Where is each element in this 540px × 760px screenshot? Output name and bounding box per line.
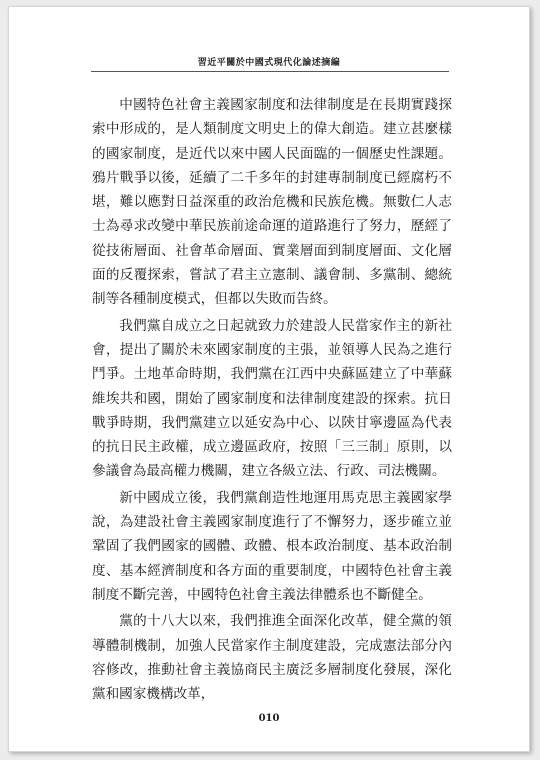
book-page [8,6,530,752]
paragraph: 我們黨自成立之日起就致力於建設人民當家作主的新社會，提出了關於未來國家制度的主張，並領導人民為之進行鬥爭。土地革命時期，我們黨在江西中央蘇區建立了中華蘇維埃共和國，開始了國家制度和法律制度建設的探索。抗日戰爭時期，我們黨建立以延安為中心、以陝甘寧邊區為代表的抗日民主政權，成立邊區政府，按照「三三制」原則，以參議會為最高權力機關，建立各級立法、行政、司法機關。 [92,317,452,480]
paragraph: 黨的十八大以來，我們推進全面深化改革，健全黨的領導體制機制，加強人民當家作主制度建設，完成憲法部分內容修改，推動社會主義協商民主廣泛多層制度化發展，深化黨和國家機構改革， [92,613,452,703]
body-text [92,93,452,708]
paragraph: 新中國成立後，我們黨創造性地運用馬克思主義國家學說，為建設社會主義國家制度進行了不懈努力，逐步確立並鞏固了我們國家的國體、政體、根本政治制度、基本政治制度、基本經濟制度和各方面的重要制度，中國特色社會主義制度不斷完善，中國特色社會主義法律體系也不斷健全。 [92,489,452,603]
header-rule [91,71,449,72]
running-title: 習近平關於中國式現代化論述摘編 [197,58,341,68]
page-number: 010 [258,713,280,724]
paragraph: 中國特色社會主義國家制度和法律制度是在長期實踐探索中形成的，是人類制度文明史上的偉大創造。建立甚麼樣的國家制度，是近代以來中國人民面臨的一個歷史性課題。鴉片戰爭以後，延續了二千多年的封建專制制度已經腐朽不堪，難以應對日益深重的政治危機和民族危機。無數仁人志士為尋求改變中華民族前途命運的道路進行了努力，歷經了從技術層面、社會革命層面、實業層面到制度層面、文化層面的反覆探索，嘗試了君主立憲制、議會制、多黨制、總統制等各種制度模式，但都以失敗而告終。 [92,97,452,308]
